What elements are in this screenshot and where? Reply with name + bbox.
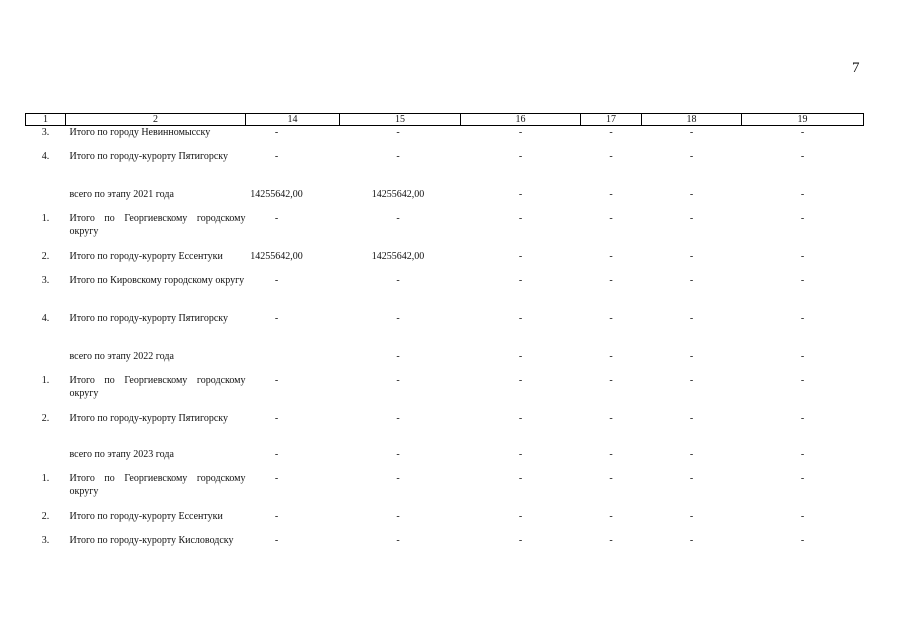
- row-number: [26, 188, 66, 212]
- cell-14: -: [274, 448, 279, 460]
- cell-19: -: [800, 510, 805, 522]
- cell-17: -: [609, 250, 613, 262]
- row-name: Итого по городу-курорту Ессентуки: [69, 510, 223, 522]
- cell-16: -: [518, 150, 523, 162]
- row-number: 1.: [41, 212, 50, 224]
- row-name: Итого по Георгиевскому городскому округу: [69, 374, 246, 399]
- cell-18: -: [689, 472, 694, 484]
- cell-14: -: [274, 534, 279, 546]
- cell-16: -: [518, 188, 523, 200]
- cell-14: [246, 350, 340, 374]
- cell-17: -: [609, 374, 613, 386]
- cell-15: 14255642,00: [371, 250, 425, 262]
- cell-15: -: [396, 312, 400, 324]
- cell-15: -: [396, 212, 400, 224]
- cell-18: -: [689, 250, 694, 262]
- table-row: [26, 212, 864, 250]
- cell-17: -: [609, 127, 613, 138]
- budget-table: [25, 113, 864, 564]
- cell-16: -: [518, 350, 523, 362]
- cell-19: -: [800, 127, 805, 138]
- cell-16: -: [518, 472, 523, 484]
- row-name: Итого по Кировскому городскому округу: [69, 274, 245, 286]
- cell-16: -: [518, 412, 523, 424]
- cell-14: -: [274, 312, 279, 324]
- cell-16: -: [518, 448, 523, 460]
- row-name: Итого по Георгиевскому городскому округу: [69, 472, 246, 497]
- cell-17: -: [609, 472, 613, 484]
- cell-18: -: [689, 188, 694, 200]
- cell-18: -: [689, 274, 694, 286]
- cell-18: -: [689, 127, 694, 138]
- cell-14: 14255642,00: [250, 188, 303, 200]
- row-number: 2.: [41, 250, 50, 262]
- cell-16: -: [518, 510, 523, 522]
- column-header-15: 15: [340, 114, 461, 126]
- cell-15: -: [396, 150, 400, 162]
- cell-19: -: [800, 374, 805, 386]
- cell-14: -: [274, 274, 279, 286]
- cell-17: -: [609, 412, 613, 424]
- column-header-19: 19: [742, 114, 864, 126]
- cell-19: -: [800, 150, 805, 162]
- column-header-2: 2: [66, 114, 246, 126]
- page-number: 7: [852, 60, 860, 76]
- column-header-16: 16: [461, 114, 581, 126]
- cell-15: 14255642,00: [371, 188, 425, 200]
- cell-18: -: [689, 510, 694, 522]
- cell-17: -: [609, 350, 613, 362]
- cell-14: -: [274, 127, 279, 138]
- row-number: 4.: [41, 150, 50, 162]
- row-number: 2.: [41, 412, 50, 424]
- row-number: 3.: [41, 274, 50, 286]
- cell-14: -: [274, 374, 279, 386]
- cell-17: -: [609, 188, 613, 200]
- row-number: 4.: [41, 312, 50, 324]
- cell-19: -: [800, 534, 805, 546]
- cell-14: -: [274, 510, 279, 522]
- cell-16: -: [518, 312, 523, 324]
- row-name: Итого по городу-курорту Пятигорску: [69, 312, 229, 324]
- table-row: [26, 250, 864, 274]
- cell-19: -: [800, 350, 805, 362]
- cell-19: -: [800, 312, 805, 324]
- cell-14: -: [274, 212, 279, 224]
- cell-15: -: [396, 510, 400, 522]
- cell-17: -: [609, 534, 613, 546]
- cell-15: -: [396, 274, 400, 286]
- cell-17: -: [609, 510, 613, 522]
- cell-16: -: [518, 534, 523, 546]
- row-name: всего по этапу 2021 года: [69, 188, 174, 200]
- cell-19: -: [800, 412, 805, 424]
- cell-15: -: [396, 350, 400, 362]
- table-row: [26, 188, 864, 212]
- cell-17: -: [609, 312, 613, 324]
- row-number: [26, 448, 66, 472]
- cell-18: -: [689, 412, 694, 424]
- row-name: Итого по городу-курорту Кисловодску: [69, 534, 234, 546]
- cell-19: -: [800, 212, 805, 224]
- cell-18: -: [689, 212, 694, 224]
- table-row: [26, 374, 864, 412]
- cell-14: -: [274, 472, 279, 484]
- cell-15: -: [396, 472, 400, 484]
- row-number: 1.: [41, 472, 50, 484]
- row-name: всего по этапу 2023 года: [69, 448, 174, 460]
- cell-17: -: [609, 448, 613, 460]
- cell-15: -: [396, 412, 400, 424]
- cell-18: -: [689, 350, 694, 362]
- cell-18: -: [689, 150, 694, 162]
- cell-14: -: [274, 412, 279, 424]
- cell-15: -: [396, 127, 400, 138]
- row-number: 2.: [41, 510, 50, 522]
- table-row: [26, 412, 864, 448]
- table-row: [26, 274, 864, 312]
- cell-15: -: [396, 448, 400, 460]
- column-header-14: 14: [246, 114, 340, 126]
- cell-19: -: [800, 274, 805, 286]
- cell-16: -: [518, 374, 523, 386]
- row-number: [26, 350, 66, 374]
- cell-19: -: [800, 472, 805, 484]
- header-row: [26, 114, 864, 126]
- cell-16: -: [518, 212, 523, 224]
- cell-14: -: [274, 150, 279, 162]
- row-number: 3.: [41, 127, 50, 138]
- cell-19: -: [800, 250, 805, 262]
- cell-18: -: [689, 534, 694, 546]
- row-name: Итого по городу-курорту Пятигорску: [69, 150, 229, 162]
- table-row: [26, 350, 864, 374]
- column-header-18: 18: [642, 114, 742, 126]
- cell-19: -: [800, 448, 805, 460]
- table-row: [26, 126, 864, 150]
- cell-17: -: [609, 150, 613, 162]
- row-number: 3.: [41, 534, 50, 546]
- row-name: Итого по Георгиевскому городскому округу: [69, 212, 246, 237]
- cell-16: -: [518, 250, 523, 262]
- row-name: Итого по городу-курорту Ессентуки: [69, 250, 223, 262]
- table-row: [26, 150, 864, 188]
- row-name: Итого по городу-курорту Пятигорску: [69, 412, 229, 424]
- cell-18: -: [689, 312, 694, 324]
- row-name: всего по этапу 2022 года: [69, 350, 174, 362]
- cell-17: -: [609, 274, 613, 286]
- table-row: [26, 448, 864, 472]
- cell-14: 14255642,00: [250, 250, 303, 262]
- cell-15: -: [396, 374, 400, 386]
- cell-19: -: [800, 188, 805, 200]
- column-header-1: 1: [26, 114, 66, 126]
- cell-18: -: [689, 374, 694, 386]
- cell-15: -: [396, 534, 400, 546]
- table-row: [26, 534, 864, 564]
- table-row: [26, 472, 864, 510]
- cell-16: -: [518, 274, 523, 286]
- column-header-17: 17: [581, 114, 642, 126]
- cell-16: -: [518, 127, 523, 138]
- table-row: [26, 510, 864, 534]
- cell-18: -: [689, 448, 694, 460]
- cell-17: -: [609, 212, 613, 224]
- row-name: Итого по городу Невинномысску: [69, 127, 211, 138]
- row-number: 1.: [41, 374, 50, 386]
- table-row: [26, 312, 864, 350]
